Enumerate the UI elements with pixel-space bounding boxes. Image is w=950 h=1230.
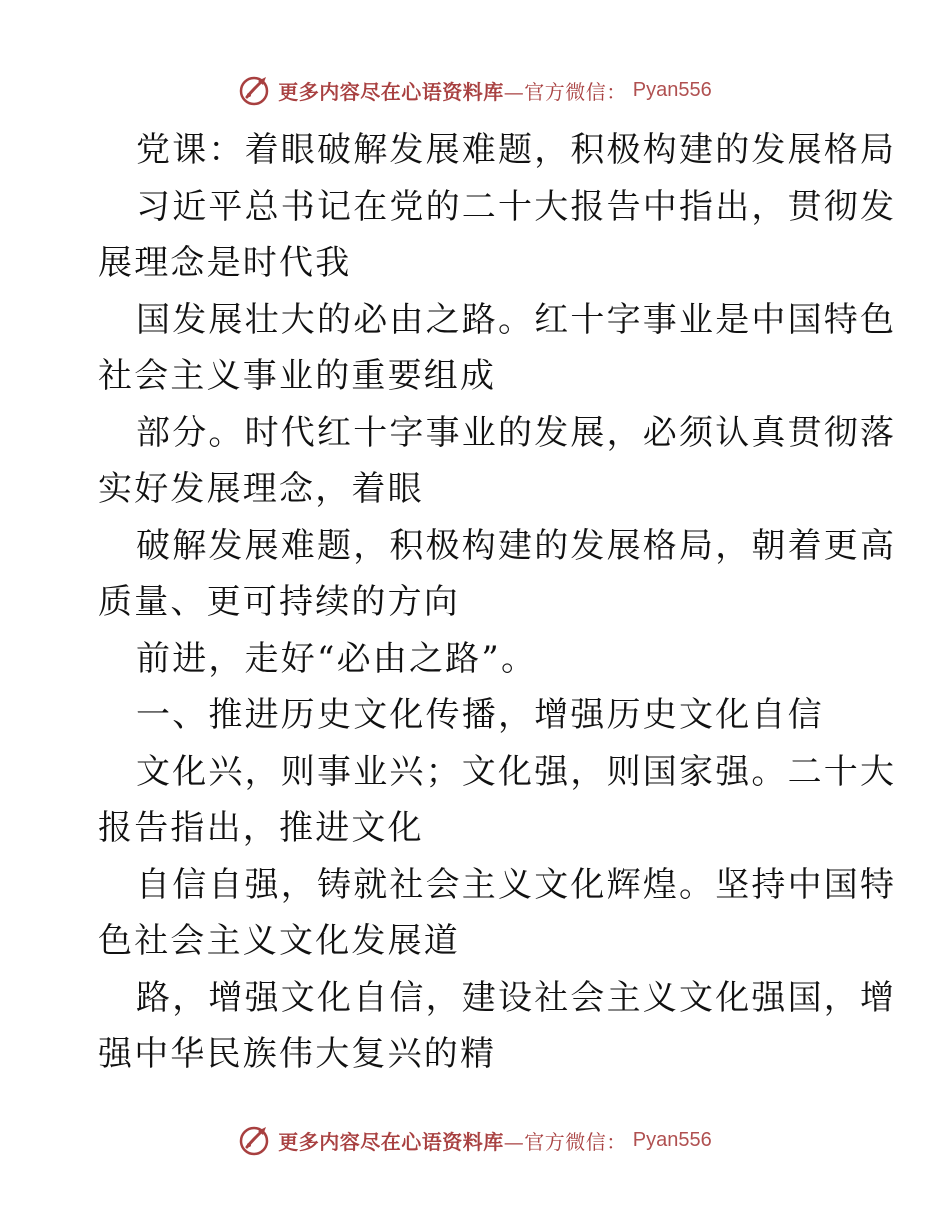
footer-watermark [0,1120,950,1160]
watermark-main-text [278,1126,627,1155]
text-line: 强中华民族伟大复兴的精 [98,1034,497,1074]
document-body [98,122,897,1083]
watermark-separator: — [503,1129,525,1154]
pen-logo-icon [238,1123,272,1157]
text-line: 展理念是时代我 [98,243,352,283]
text-line: 色社会主义文化发展道 [98,921,460,961]
text-line: 社会主义事业的重要组成 [98,356,497,396]
pen-logo-icon [238,73,272,107]
watermark-secondary-text: 官方微信： [524,79,627,104]
text-line: 一、推进历史文化传播，增强历史文化自信 [136,695,824,735]
watermark-wechat-id: Pyan556 [632,78,712,101]
watermark-library-name: 更多内容尽在心语资料库 [278,79,504,104]
document-title-line: 党课：着眼破解发展难题，积极构建的发展格局 [136,130,897,170]
watermark-main-text [278,76,627,105]
text-line: 路，增强文化自信，建设社会主义文化强国，增 [136,977,897,1018]
text-line: 国发展壮大的必由之路。红十字事业是中国特色 [136,299,897,340]
header-watermark [0,70,950,110]
watermark-separator: — [503,79,525,104]
text-line: 习近平总书记在党的二十大报告中指出，贯彻发 [136,186,897,227]
text-line: 文化兴，则事业兴；文化强，则国家强。二十大 [136,751,897,792]
text-line: 报告指出，推进文化 [98,808,424,848]
text-line: 破解发展难题，积极构建的发展格局，朝着更高 [136,525,897,566]
watermark-wechat-id: Pyan556 [632,1128,712,1151]
text-line: 部分。时代红十字事业的发展，必须认真贯彻落 [136,412,897,453]
watermark-library-name: 更多内容尽在心语资料库 [278,1129,504,1154]
text-line: 质量、更可持续的方向 [98,582,460,622]
watermark-secondary-text: 官方微信： [524,1129,627,1154]
text-line: 实好发展理念，着眼 [98,469,424,509]
text-line: 前进，走好“必由之路”。 [136,638,538,679]
text-line: 自信自强，铸就社会主义文化辉煌。坚持中国特 [136,864,897,905]
